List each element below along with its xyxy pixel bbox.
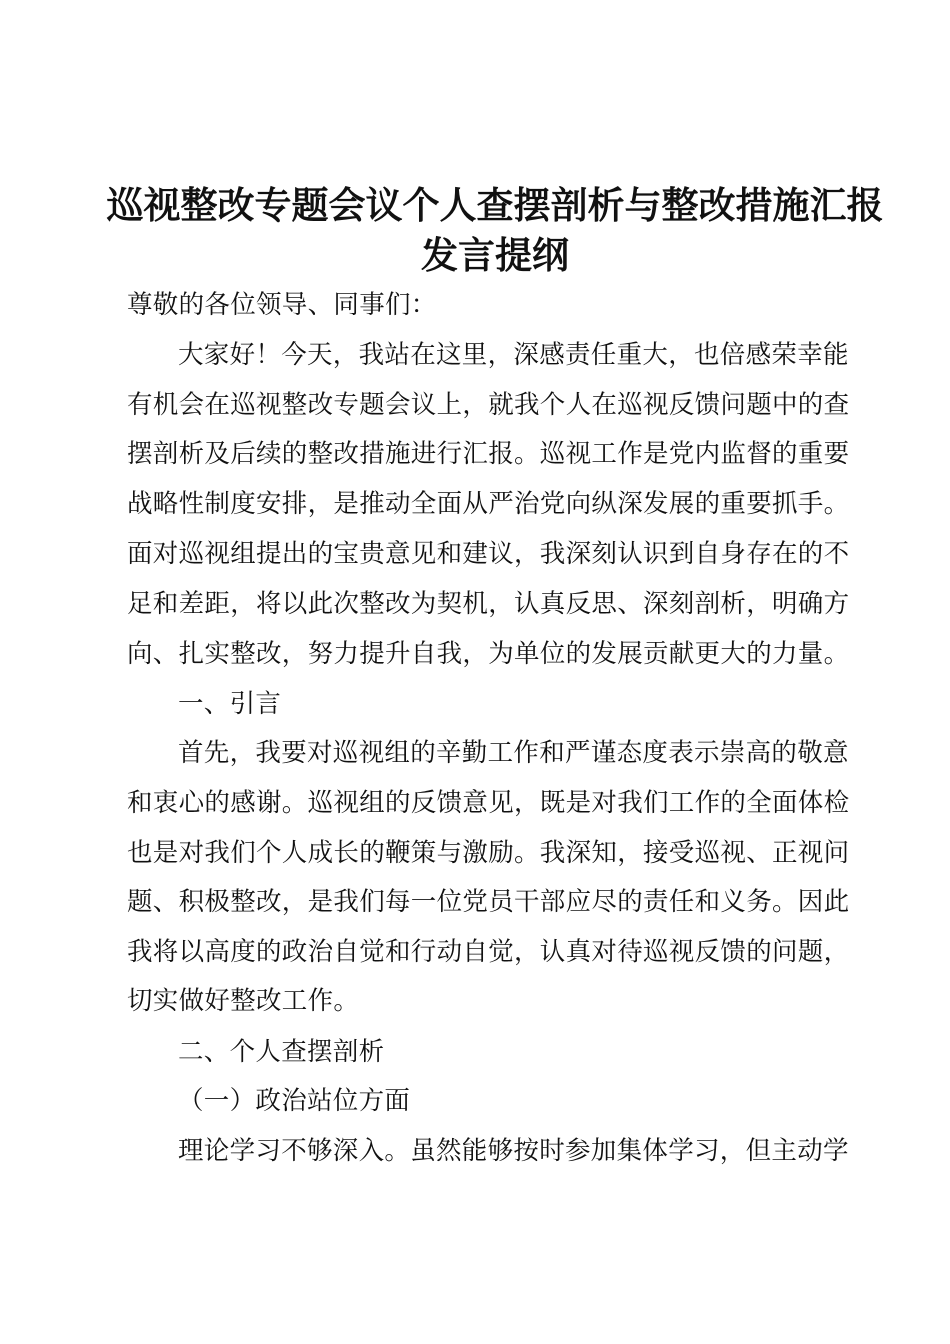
document-title-line-1: 巡视整改专题会议个人查摆剖析与整改措施汇报 — [106, 184, 884, 227]
paragraph-line: 理论学习不够深入。虽然能够按时参加集体学习，但主动学 — [178, 1136, 849, 1166]
section-heading: 一、引言 — [178, 689, 282, 719]
paragraph-line: 题、积极整改，是我们每一位党员干部应尽的责任和义务。因此 — [127, 887, 850, 917]
paragraph-line: 战略性制度安排，是推动全面从严治党向纵深发展的重要抓手。 — [127, 489, 850, 519]
document-title-line-2: 发言提纲 — [421, 234, 569, 277]
paragraph-line: 摆剖析及后续的整改措施进行汇报。巡视工作是党内监督的重要 — [127, 439, 850, 469]
salutation: 尊敬的各位领导、同事们： — [127, 290, 437, 320]
paragraph-line: 切实做好整改工作。 — [127, 986, 360, 1016]
paragraph-line: 足和差距，将以此次整改为契机，认真反思、深刻剖析，明确方 — [127, 589, 850, 619]
paragraph-line: 向、扎实整改，努力提升自我，为单位的发展贡献更大的力量。 — [127, 639, 850, 669]
section-heading: 二、个人查摆剖析 — [178, 1037, 385, 1067]
paragraph-line: 面对巡视组提出的宝贵意见和建议，我深刻认识到自身存在的不 — [127, 539, 850, 569]
paragraph-line: 大家好！今天，我站在这里，深感责任重大，也倍感荣幸能 — [178, 340, 849, 370]
paragraph-line: 和衷心的感谢。巡视组的反馈意见，既是对我们工作的全面体检 — [127, 788, 850, 818]
subsection-heading: （一）政治站位方面 — [178, 1086, 411, 1116]
paragraph-line: 我将以高度的政治自觉和行动自觉，认真对待巡视反馈的问题， — [127, 937, 850, 967]
paragraph-line: 也是对我们个人成长的鞭策与激励。我深知，接受巡视、正视问 — [127, 838, 850, 868]
paragraph-line: 有机会在巡视整改专题会议上，就我个人在巡视反馈问题中的查 — [127, 390, 850, 420]
paragraph-line: 首先，我要对巡视组的辛勤工作和严谨态度表示崇高的敬意 — [178, 738, 849, 768]
